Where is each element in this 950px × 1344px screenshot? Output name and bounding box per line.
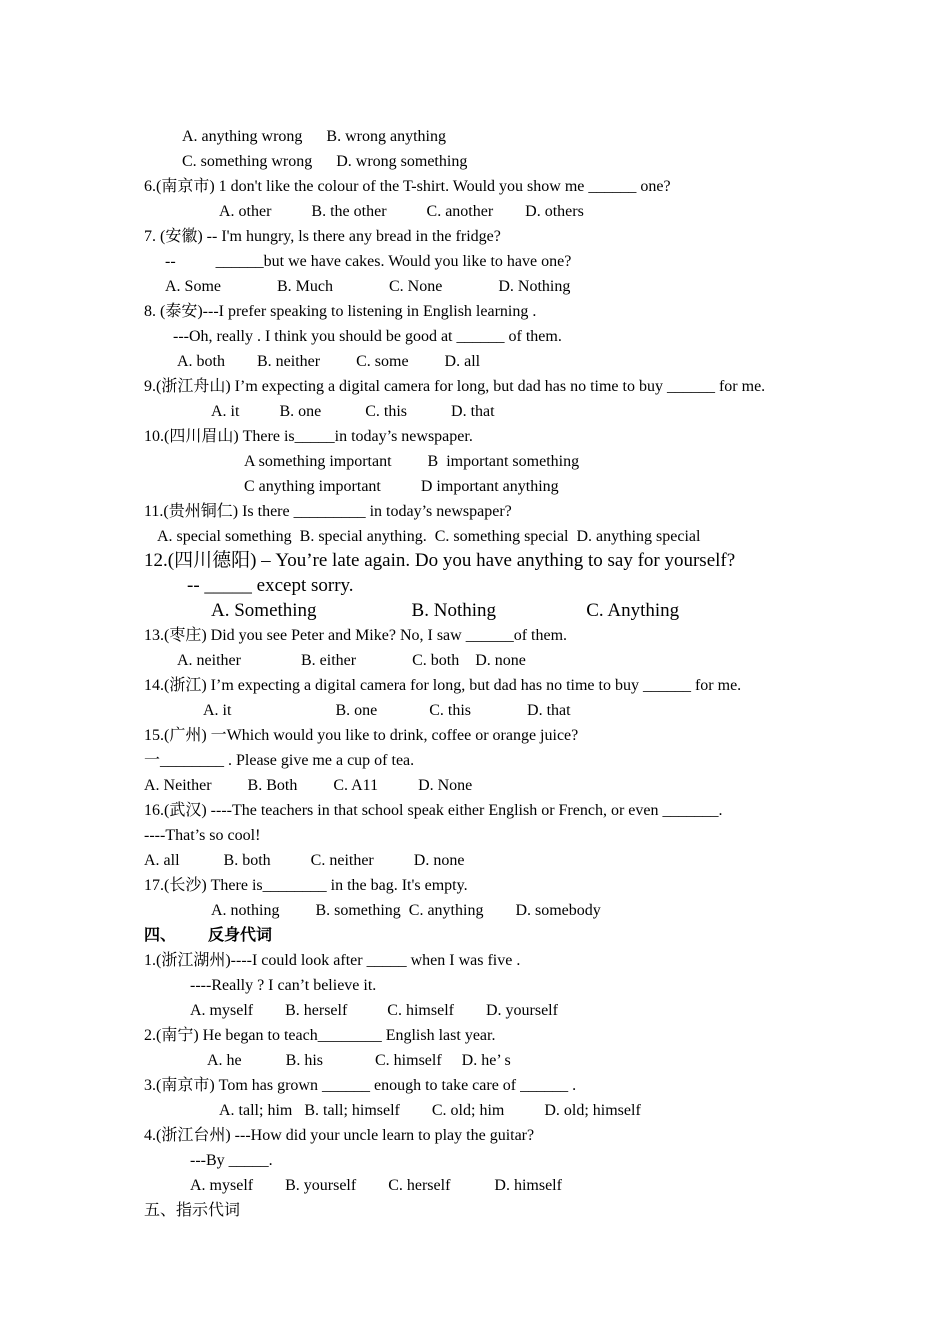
question-11: 11.(贵州铜仁) Is there _________ in today’s newspaper? <box>144 503 512 520</box>
question-6: 6.(南京市) 1 don't like the colour of the T-shirt. Would you show me ______ one? <box>144 178 671 195</box>
q6-options: A. other B. the other C. another D. others <box>219 203 584 220</box>
question-16: 16.(武汉) ----The teachers in that school speak either English or French, or even _______. <box>144 802 723 819</box>
q5-options-cd: C. something wrong D. wrong something <box>182 153 468 170</box>
q8-reply: ---Oh, really . I think you should be good at ______ of them. <box>173 328 562 345</box>
q7-reply: -- ______but we have cakes. Would you like to have one? <box>165 253 572 270</box>
q9-options: A. it B. one C. this D. that <box>211 403 495 420</box>
q13-options: A. neither B. either C. both D. none <box>177 652 526 669</box>
q16-reply: ----That’s so cool! <box>144 827 261 844</box>
reflexive-q1-options: A. myself B. herself C. himself D. yourself <box>190 1002 558 1019</box>
reflexive-q3-options: A. tall; him B. tall; himself C. old; him D. old; himself <box>219 1102 641 1119</box>
question-13: 13.(枣庄) Did you see Peter and Mike? No, I saw ______of them. <box>144 627 568 644</box>
reflexive-question-3: 3.(南京市) Tom has grown ______ enough to take care of ______ . <box>144 1077 577 1094</box>
reflexive-q1-reply: ----Really ? I can’t believe it. <box>190 977 377 994</box>
q5-options-ab: A. anything wrong B. wrong anything <box>182 128 446 145</box>
q12-options: A. Something B. Nothing C. Anything <box>211 600 680 621</box>
reflexive-question-1: 1.(浙江湖州)----I could look after _____ when I was five . <box>144 952 521 969</box>
reflexive-q4-reply: ---By _____. <box>190 1152 273 1169</box>
section-heading-demonstrative: 五、指示代词 <box>144 1202 241 1219</box>
question-15: 15.(广州) 一Which would you like to drink, coffee or orange juice? <box>144 727 579 744</box>
question-12: 12.(四川德阳) – You’re late again. Do you have anything to say for yourself? <box>144 550 736 571</box>
q12-reply: -- _____ except sorry. <box>187 575 354 596</box>
q7-options: A. Some B. Much C. None D. Nothing <box>165 278 571 295</box>
q15-reply: 一________ . Please give me a cup of tea. <box>144 752 415 769</box>
q10-options-cd: C anything important D important anything <box>244 478 559 495</box>
question-8: 8. (泰安)---I prefer speaking to listening in English learning . <box>144 303 537 320</box>
q16-options: A. all B. both C. neither D. none <box>144 852 465 869</box>
q14-options: A. it B. one C. this D. that <box>203 702 571 719</box>
q17-options: A. nothing B. something C. anything D. somebody <box>211 902 601 919</box>
section-heading-reflexive: 四、 反身代词 <box>144 927 273 944</box>
reflexive-q4-options: A. myself B. yourself C. herself D. himself <box>190 1177 562 1194</box>
q8-options: A. both B. neither C. some D. all <box>177 353 481 370</box>
question-9: 9.(浙江舟山) I’m expecting a digital camera for long, but dad has no time to buy ______ for me. <box>144 378 766 395</box>
question-10: 10.(四川眉山) There is_____in today’s newspaper. <box>144 428 473 445</box>
q11-options: A. special something B. special anything. C. something special D. anything special <box>157 528 701 545</box>
q10-options-ab: A something important B important something <box>244 453 580 470</box>
question-17: 17.(长沙) There is________ in the bag. It's empty. <box>144 877 468 894</box>
question-14: 14.(浙江) I’m expecting a digital camera for long, but dad has no time to buy ______ for me. <box>144 677 742 694</box>
question-7: 7. (安徽) -- I'm hungry, ls there any bread in the fridge? <box>144 228 501 245</box>
reflexive-question-4: 4.(浙江台州) ---How did your uncle learn to play the guitar? <box>144 1127 535 1144</box>
reflexive-question-2: 2.(南宁) He began to teach________ English last year. <box>144 1027 496 1044</box>
reflexive-q2-options: A. he B. his C. himself D. he’ s <box>207 1052 511 1069</box>
q15-options: A. Neither B. Both C. A11 D. None <box>144 777 473 794</box>
